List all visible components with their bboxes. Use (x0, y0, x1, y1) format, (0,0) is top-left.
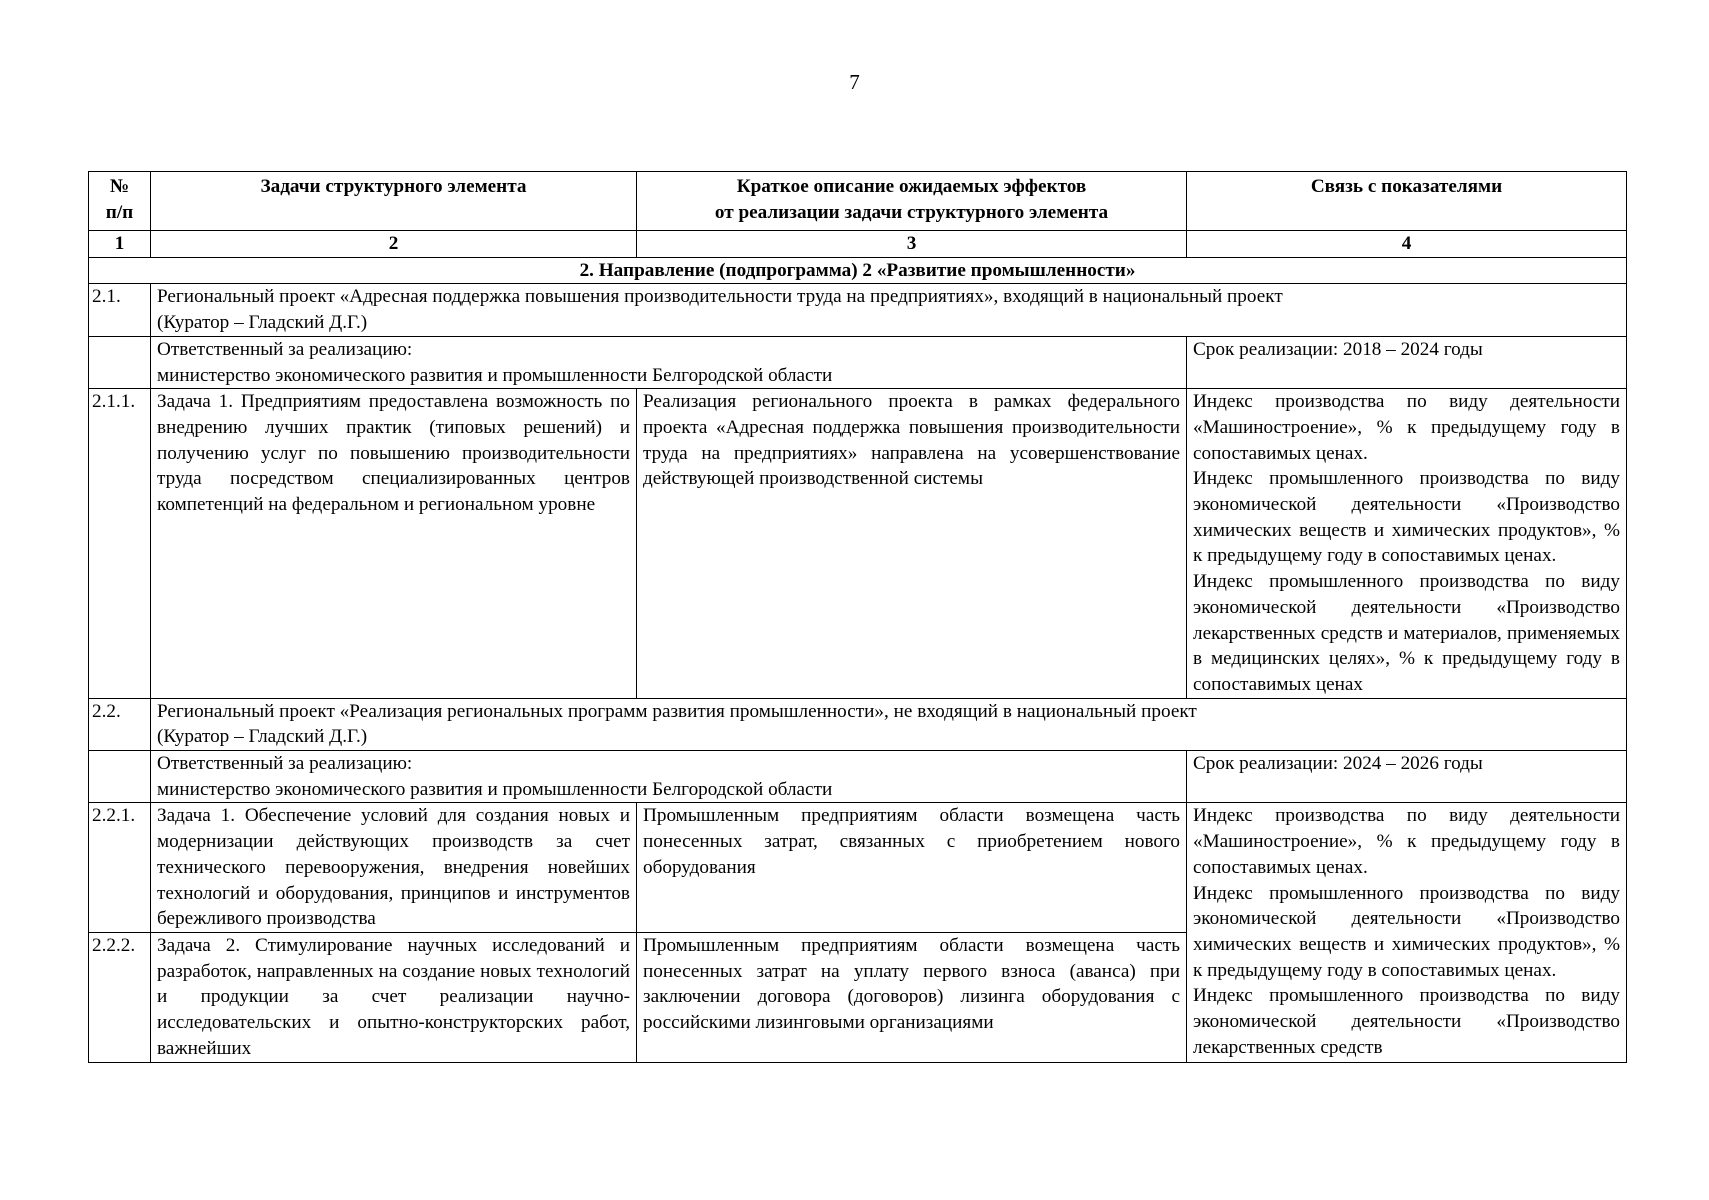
task-row (89, 803, 1627, 933)
header-indicators: Связь с показателями (1187, 172, 1627, 231)
task-row (89, 389, 1627, 698)
task-text: Задача 2. Стимулирование научных исследований и разработок, направленных на создание новых технологий и продукции за счет реализации научно-исследовательских и опытно-конструкторских работ, важнейших (151, 932, 637, 1062)
project-row (89, 698, 1627, 750)
task-indicators: Индекс производства по виду деятельности «Машиностроение», % к предыдущему году в сопоставимых ценах. Индекс промышленного производства по виду экономической деятельности «Производство химических веществ и химических продуктов», % к предыдущему году в сопоставимых ценах. Индекс промышленного производства по виду экономической деятельности «Производство лекарственных средств и материалов, применяемых в медицинских целях», % к предыдущему году в сопоставимых ценах (1187, 389, 1627, 698)
col-number: 2 (151, 231, 637, 258)
col-number: 1 (89, 231, 151, 258)
task-text: Задача 1. Обеспечение условий для создания новых и модернизации действующих производств за счет технического перевооружения, внедрения новейших технологий и оборудования, принципов и инструментов бережливого производства (151, 803, 637, 933)
empty-cell (89, 336, 151, 388)
task-effect: Реализация регионального проекта в рамках федерального проекта «Адресная поддержка повышения производительности труда на предприятиях» направлена на усовершенствование действующей производственной системы (637, 389, 1187, 698)
table-header-row (89, 172, 1627, 231)
project-title: Региональный проект «Адресная поддержка повышения производительности труда на предприятиях», входящий в национальный проект (Куратор – Гладский Д.Г.) (151, 284, 1627, 336)
responsible-cell: Ответственный за реализацию: министерство экономического развития и промышленности Белгородской области (151, 751, 1187, 803)
project-title: Региональный проект «Реализация региональных программ развития промышленности», не входящий в национальный проект (Куратор – Гладский Д.Г.) (151, 698, 1627, 750)
header-tasks: Задачи структурного элемента (151, 172, 637, 231)
responsible-cell: Ответственный за реализацию: министерство экономического развития и промышленности Белгородской области (151, 336, 1187, 388)
header-effects: Краткое описание ожидаемых эффектов от реализации задачи структурного элемента (637, 172, 1187, 231)
project-row (89, 284, 1627, 336)
task-text: Задача 1. Предприятиям предоставлена возможность по внедрению лучших практик (типовых решений) и получению услуг по повышению производительности труда посредством специализированных центров компетенций на федеральном и региональном уровне (151, 389, 637, 698)
col-number: 3 (637, 231, 1187, 258)
task-effect: Промышленным предприятиям области возмещена часть понесенных затрат на уплату первого взноса (аванса) при заключении договора (договоров) лизинга оборудования с российскими лизинговыми организациями (637, 932, 1187, 1062)
column-number-row (89, 231, 1627, 258)
page-number: 7 (849, 70, 860, 94)
deadline-cell: Срок реализации: 2024 – 2026 годы (1187, 751, 1627, 803)
deadline-cell: Срок реализации: 2018 – 2024 годы (1187, 336, 1627, 388)
project-number: 2.1. (89, 284, 151, 336)
col-number: 4 (1187, 231, 1627, 258)
task-indicators: Индекс производства по виду деятельности «Машиностроение», % к предыдущему году в сопоставимых ценах. Индекс промышленного производства по виду экономической деятельности «Производство химических веществ и химических продуктов», % к предыдущему году в сопоставимых ценах. Индекс промышленного производства по виду экономической деятельности «Производство лекарственных средств (1187, 803, 1627, 1062)
project-number: 2.2. (89, 698, 151, 750)
responsible-row (89, 751, 1627, 803)
task-number: 2.1.1. (89, 389, 151, 698)
header-num: № п/п (89, 172, 151, 231)
task-effect: Промышленным предприятиям области возмещена часть понесенных затрат, связанных с приобретением нового оборудования (637, 803, 1187, 933)
structural-elements-table (88, 171, 1627, 1063)
section-title-row (89, 257, 1627, 284)
section-title: 2. Направление (подпрограмма) 2 «Развитие промышленности» (89, 257, 1627, 284)
empty-cell (89, 751, 151, 803)
responsible-row (89, 336, 1627, 388)
task-number: 2.2.1. (89, 803, 151, 933)
task-number: 2.2.2. (89, 932, 151, 1062)
